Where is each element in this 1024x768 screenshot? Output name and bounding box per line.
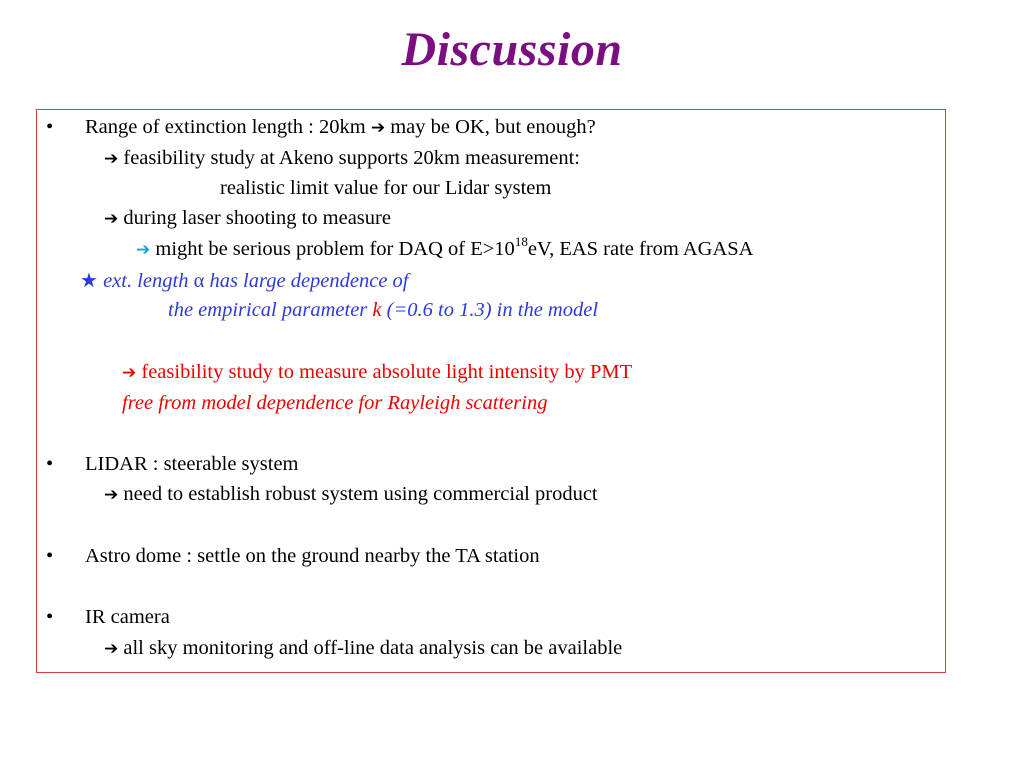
sub-item-commercial-product: ➔ need to establish robust system using commercial product — [104, 483, 598, 505]
arrow-right-icon: ➔ — [370, 118, 386, 138]
sub-item-sky-monitoring: ➔ all sky monitoring and off-line data analysis can be available — [104, 637, 623, 659]
sub-item-daq-problem: ➔ might be serious problem for DAQ of $E>10^{18}eV$, EAS rate from AGASA — [136, 234, 754, 260]
star-icon: ★ — [80, 268, 98, 292]
note-extinction-dependence: ★ ext. length α has large dependence of — [80, 268, 409, 292]
sub-item-limit-value: realistic limit value for our Lidar system — [220, 177, 552, 199]
arrow-right-icon: ➔ — [104, 209, 119, 229]
sub-item-akeno-study: ➔ feasibility study at Akeno supports 20km measurement: — [104, 147, 581, 169]
bullet: • — [46, 606, 54, 628]
arrow-right-icon: ➔ — [122, 363, 137, 383]
bullet-text-lidar: LIDAR : steerable system — [85, 453, 299, 475]
sub-item-laser-shooting: ➔ during laser shooting to measure — [104, 207, 391, 229]
arrow-right-icon: ➔ — [104, 149, 119, 169]
bullet: • — [46, 453, 54, 475]
arrow-right-icon: ➔ — [136, 240, 151, 260]
bullet: • — [46, 116, 54, 138]
arrow-right-icon: ➔ — [104, 639, 119, 659]
arrow-right-icon: ➔ — [104, 485, 119, 505]
bullet-text-ir-camera: IR camera — [85, 606, 170, 628]
bullet: • — [46, 545, 54, 567]
slide-title: Discussion — [401, 23, 623, 76]
sub-item-rayleigh: free from model dependence for Rayleigh scattering — [122, 392, 548, 414]
note-empirical-parameter: the empirical parameter k (=0.6 to 1.3) in the model — [168, 299, 599, 321]
bullet-text-astro-dome: Astro dome : settle on the ground nearby the TA station — [85, 545, 540, 567]
sub-item-pmt-study: ➔ feasibility study to measure absolute light intensity by PMT — [122, 361, 633, 383]
bullet-text-extinction-range: Range of extinction length : 20km ➔ may be OK, but enough? — [85, 116, 596, 138]
